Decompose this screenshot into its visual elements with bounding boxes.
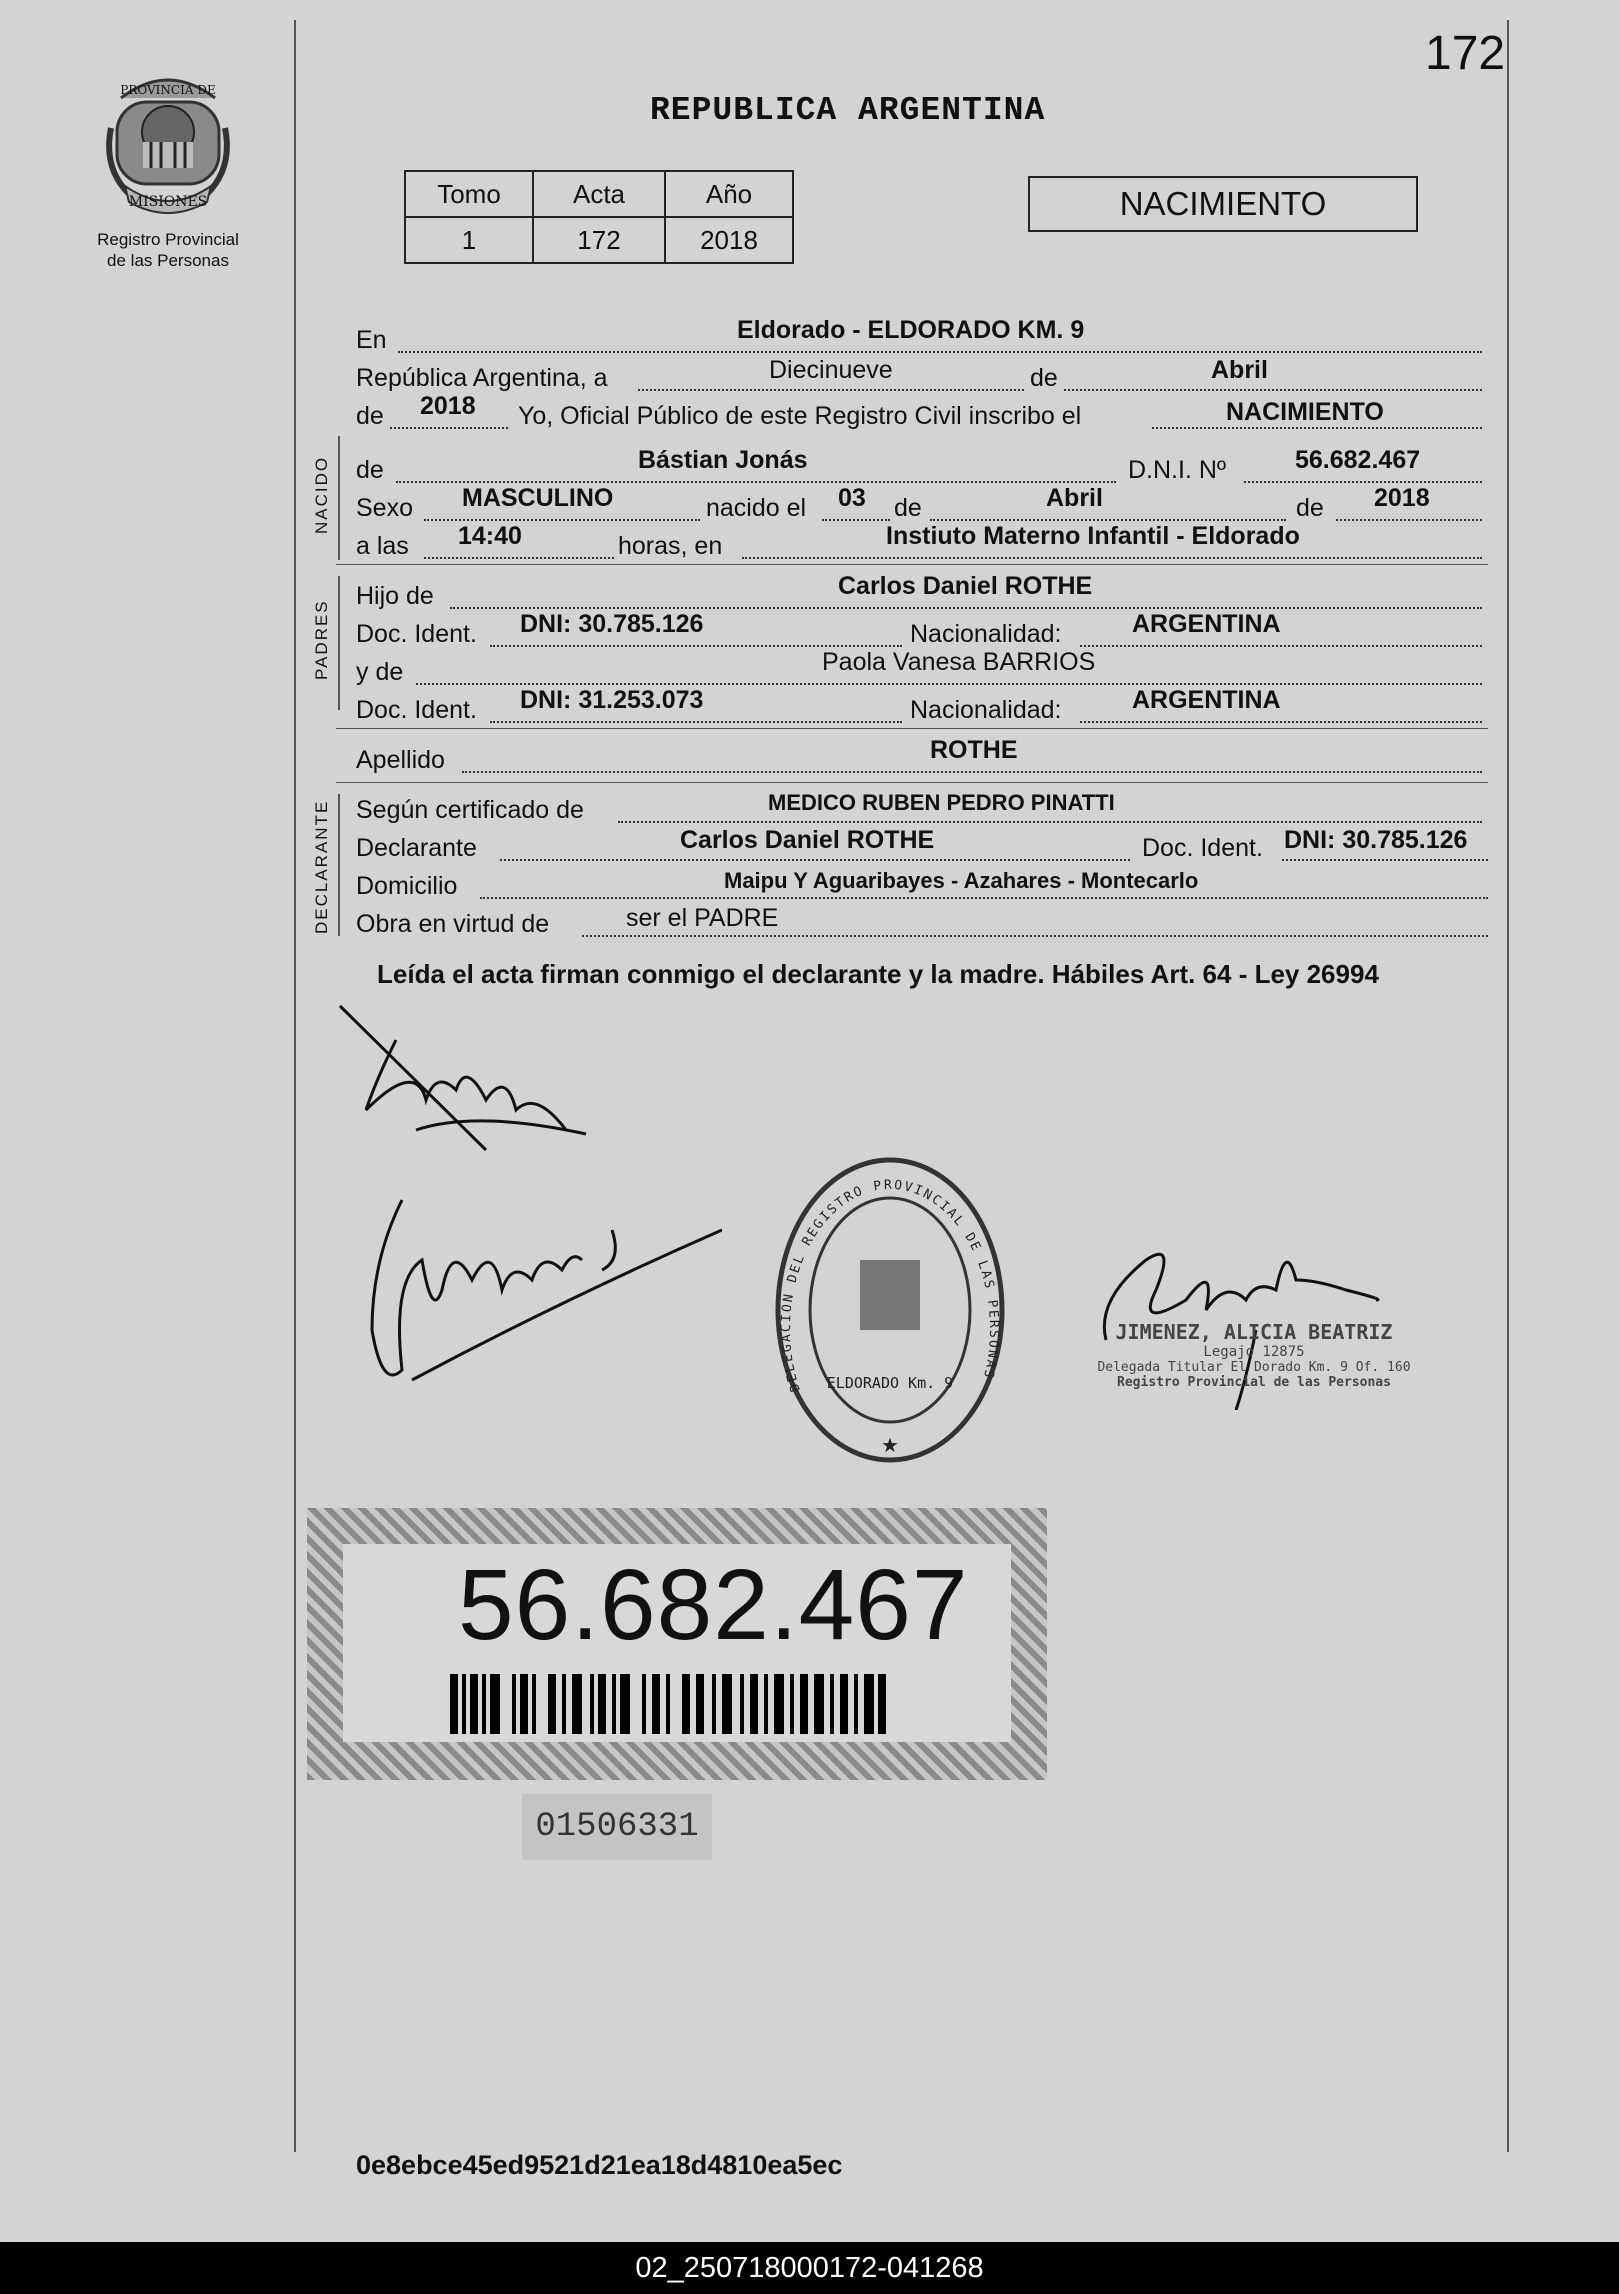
year-value: 2018 bbox=[420, 392, 476, 420]
document-hash: 0e8ebce45ed9521d21ea18d4810ea5ec bbox=[356, 2150, 843, 2180]
dotted-leader bbox=[462, 771, 1482, 773]
declarante-doc-value: DNI: 30.785.126 bbox=[1284, 826, 1468, 854]
hora-value: 14:40 bbox=[458, 522, 522, 550]
dotted-leader bbox=[1282, 859, 1488, 861]
horas-en-label: horas, en bbox=[618, 532, 723, 560]
day-words-value: Diecinueve bbox=[769, 356, 893, 384]
barcode-number: 56.682.467 bbox=[458, 1549, 969, 1661]
dotted-leader bbox=[500, 859, 1130, 861]
section-bar bbox=[338, 436, 340, 560]
svg-text:PROVINCIA DE: PROVINCIA DE bbox=[120, 83, 216, 97]
madre-nacionalidad-value: ARGENTINA bbox=[1132, 686, 1281, 714]
padre-nacionalidad-value: ARGENTINA bbox=[1132, 610, 1281, 638]
madre-value: Paola Vanesa BARRIOS bbox=[822, 648, 1096, 676]
domicilio-value: Maipu Y Aguaribayes - Azahares - Montecarlo bbox=[724, 868, 1199, 893]
declarante-section-label: DECLARANTE bbox=[312, 799, 331, 934]
record-table-values bbox=[405, 217, 793, 263]
declarante-doc-label: Doc. Ident. bbox=[1142, 834, 1263, 862]
declarant-signature bbox=[336, 1000, 596, 1160]
de-label: de bbox=[1030, 364, 1058, 392]
padre-doc-value: DNI: 30.785.126 bbox=[520, 610, 704, 638]
right-margin-rule bbox=[1507, 20, 1509, 2152]
dni-value: 56.682.467 bbox=[1295, 446, 1421, 474]
place-value: Eldorado - ELDORADO KM. 9 bbox=[737, 316, 1085, 344]
obra-label: Obra en virtud de bbox=[356, 910, 550, 938]
svg-text:MISIONES: MISIONES bbox=[128, 194, 208, 210]
record-table-header bbox=[405, 171, 793, 217]
dni-label: D.N.I. Nº bbox=[1128, 456, 1227, 484]
registry-name: Registro Provincial de las Personas bbox=[97, 230, 239, 270]
document-title: REPUBLICA ARGENTINA bbox=[650, 92, 1046, 129]
de-label: de bbox=[894, 494, 922, 522]
birth-day-value: 03 bbox=[838, 484, 866, 512]
dotted-leader bbox=[638, 389, 1024, 391]
inscribo-value: NACIMIENTO bbox=[1226, 398, 1384, 426]
anio-value: 2018 bbox=[665, 217, 793, 263]
lugar-value: Instiuto Materno Infantil - Eldorado bbox=[886, 522, 1300, 550]
dotted-leader bbox=[424, 557, 614, 559]
header-anio: Año bbox=[665, 171, 793, 217]
record-table bbox=[404, 170, 794, 264]
a-las-label: a las bbox=[356, 532, 409, 560]
de-year-label: de bbox=[356, 402, 384, 430]
dotted-leader bbox=[396, 481, 1116, 483]
dotted-leader bbox=[1064, 389, 1482, 391]
republica-label: República Argentina, a bbox=[356, 364, 608, 392]
page-number: 172 bbox=[1425, 27, 1506, 80]
tomo-value: 1 bbox=[405, 217, 533, 263]
declarante-label: Declarante bbox=[356, 834, 477, 862]
birth-month-value: Abril bbox=[1046, 484, 1103, 512]
dotted-leader bbox=[490, 721, 902, 723]
left-margin-rule bbox=[294, 20, 296, 2152]
padres-section-label: PADRES bbox=[312, 599, 331, 680]
dotted-leader bbox=[490, 645, 902, 647]
act-type-box: NACIMIENTO bbox=[1028, 176, 1418, 232]
header-acta: Acta bbox=[533, 171, 665, 217]
padre-value: Carlos Daniel ROTHE bbox=[838, 572, 1093, 600]
section-bar bbox=[338, 576, 340, 710]
en-label: En bbox=[356, 326, 387, 354]
svg-text:★: ★ bbox=[881, 1435, 899, 1457]
dotted-leader bbox=[618, 821, 1482, 823]
apellido-value: ROTHE bbox=[930, 736, 1018, 764]
dotted-leader bbox=[450, 607, 1482, 609]
registry-logo bbox=[88, 68, 248, 271]
madre-doc-label: Doc. Ident. bbox=[356, 696, 477, 724]
nombre-value: Bástian Jonás bbox=[638, 446, 808, 474]
dotted-leader bbox=[1244, 481, 1482, 483]
svg-text:DELEGACION DEL REGISTRO PROVIN: DELEGACION DEL REGISTRO PROVINCIAL DE LAS PERSONAS bbox=[778, 1177, 1002, 1394]
closing-statement: Leída el acta firman conmigo el declarante y la madre. Hábiles Art. 64 - Ley 26994 bbox=[377, 959, 1379, 989]
dotted-leader bbox=[398, 351, 1482, 353]
section-divider bbox=[336, 728, 1488, 729]
madre-doc-value: DNI: 31.253.073 bbox=[520, 686, 704, 714]
dotted-leader bbox=[1080, 645, 1482, 647]
padre-nacionalidad-label: Nacionalidad: bbox=[910, 620, 1062, 648]
misiones-crest-icon bbox=[103, 68, 233, 218]
dotted-leader bbox=[1336, 519, 1482, 521]
nacido-el-label: nacido el bbox=[706, 494, 807, 522]
dotted-leader bbox=[742, 557, 1482, 559]
obra-value: ser el PADRE bbox=[626, 904, 779, 932]
birth-year-value: 2018 bbox=[1374, 484, 1430, 512]
madre-nacionalidad-label: Nacionalidad: bbox=[910, 696, 1062, 724]
month-value: Abril bbox=[1211, 356, 1268, 384]
declarante-value: Carlos Daniel ROTHE bbox=[680, 826, 935, 854]
svg-text:ELDORADO Km. 9: ELDORADO Km. 9 bbox=[826, 1374, 954, 1392]
certificado-value: MEDICO RUBEN PEDRO PINATTI bbox=[768, 790, 1115, 815]
dotted-leader bbox=[1080, 721, 1482, 723]
section-divider bbox=[336, 782, 1488, 783]
domicilio-label: Domicilio bbox=[356, 872, 458, 900]
section-divider bbox=[336, 564, 1488, 565]
dotted-leader bbox=[1152, 427, 1482, 429]
barcode-icon bbox=[450, 1674, 886, 1734]
dotted-leader bbox=[930, 519, 1286, 521]
apellido-label: Apellido bbox=[356, 746, 445, 774]
sexo-label: Sexo bbox=[356, 494, 413, 522]
barcode-label bbox=[343, 1544, 1011, 1742]
nombre-label: de bbox=[356, 456, 384, 484]
dotted-leader bbox=[390, 427, 508, 429]
header-tomo: Tomo bbox=[405, 171, 533, 217]
dotted-leader bbox=[480, 897, 1488, 899]
official-stamp: JIMENEZ, ALICIA BEATRIZ Legajo 12875 Delegada Titular El Dorado Km. 9 Of. 160 Registro Provincial de las Personas bbox=[1097, 1320, 1411, 1390]
barcode-sticker bbox=[307, 1508, 1047, 1780]
certificado-label: Según certificado de bbox=[356, 796, 584, 824]
section-bar bbox=[338, 794, 340, 936]
dotted-leader bbox=[424, 519, 700, 521]
nacido-section-label: NACIDO bbox=[312, 455, 331, 534]
padre-doc-label: Doc. Ident. bbox=[356, 620, 477, 648]
dotted-leader bbox=[416, 683, 1482, 685]
hijo-de-label: Hijo de bbox=[356, 582, 434, 610]
serial-number: 01506331 bbox=[522, 1794, 712, 1860]
dotted-leader bbox=[582, 935, 1488, 937]
de-label: de bbox=[1296, 494, 1324, 522]
mother-signature bbox=[362, 1180, 722, 1410]
acta-value: 172 bbox=[533, 217, 665, 263]
registry-stamp bbox=[770, 1140, 1010, 1470]
y-de-label: y de bbox=[356, 658, 404, 686]
sexo-value: MASCULINO bbox=[462, 484, 614, 512]
dotted-leader bbox=[822, 519, 890, 521]
scan-footer-id: 02_250718000172-041268 bbox=[0, 2242, 1619, 2294]
inscribo-label: Yo, Oficial Público de este Registro Civil inscribo el bbox=[518, 402, 1082, 430]
